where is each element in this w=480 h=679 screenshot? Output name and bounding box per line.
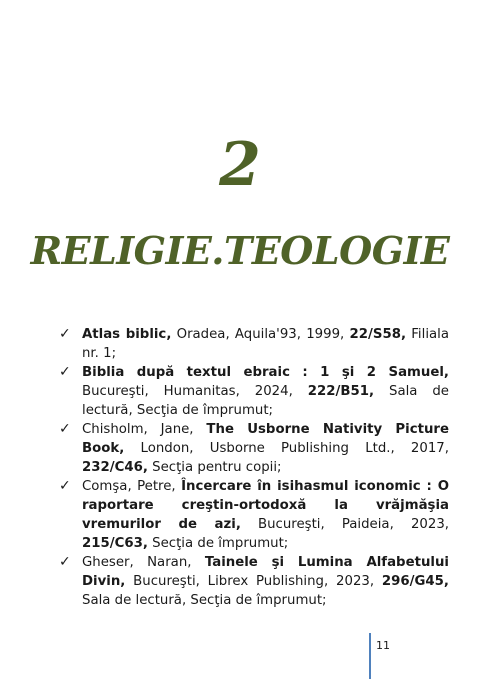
entry-title: Atlas biblic, (82, 327, 172, 342)
entry-publication: Bucureşti, Humanitas, 2024, (82, 384, 308, 399)
entry-location: Sala de lectură, Secţia de împrumut; (82, 593, 327, 608)
entry-author: Comşa, Petre, (82, 479, 182, 494)
entry-title: Biblia după textul ebraic : 1 şi 2 Samuel, (82, 365, 449, 380)
entry-publication: Bucureşti, Paideia, 2023, (240, 517, 450, 532)
entry-call-number: 296/G45, (381, 574, 449, 589)
checkmark-icon: ✓ (59, 326, 71, 342)
entry-location: Filiala nr. 1; (82, 327, 449, 361)
entry-title: Încercare în isihasmul iconomic : O raportare creştin-ortodoxă la vrăjmăşia vremurilor de azi, (82, 479, 450, 532)
list-item (59, 477, 449, 553)
entry-publication: Bucureşti, Librex Publishing, 2023, (125, 574, 382, 589)
list-item (59, 363, 449, 420)
chapter-number: 2 (219, 130, 261, 200)
entry-location: Secţia pentru copii; (147, 460, 282, 475)
bibliography-list (59, 325, 449, 610)
entry-publication: Oradea, Aquila'93, 1999, (171, 327, 350, 342)
page-number: 11 (376, 639, 390, 652)
entry-title: Tainele şi Lumina Alfabetului Divin, (82, 555, 449, 589)
entry-call-number: 232/C46, (82, 460, 148, 475)
chapter-title: RELIGIE.TEOLOGIE (30, 228, 450, 273)
page-number-rule (369, 633, 371, 679)
entry-call-number: 222/B51, (307, 384, 375, 399)
checkmark-icon: ✓ (59, 364, 71, 380)
entry-call-number: 215/C63, (82, 536, 148, 551)
list-item (59, 325, 449, 363)
checkmark-icon: ✓ (59, 554, 71, 570)
entry-publication: London, Usborne Publishing Ltd., 2017, (124, 441, 449, 456)
entry-location: Secţia de împrumut; (147, 536, 289, 551)
entry-title: The Usborne Nativity Picture Book, (82, 422, 449, 456)
list-item (59, 553, 449, 610)
entry-author: Gheser, Naran, (82, 555, 205, 570)
list-item (59, 420, 449, 477)
entry-call-number: 22/S58, (349, 327, 407, 342)
entry-author: Chisholm, Jane, (82, 422, 207, 437)
checkmark-icon: ✓ (59, 478, 71, 494)
entry-location: Sala de lectură, Secţia de împrumut; (82, 384, 449, 418)
checkmark-icon: ✓ (59, 421, 71, 437)
